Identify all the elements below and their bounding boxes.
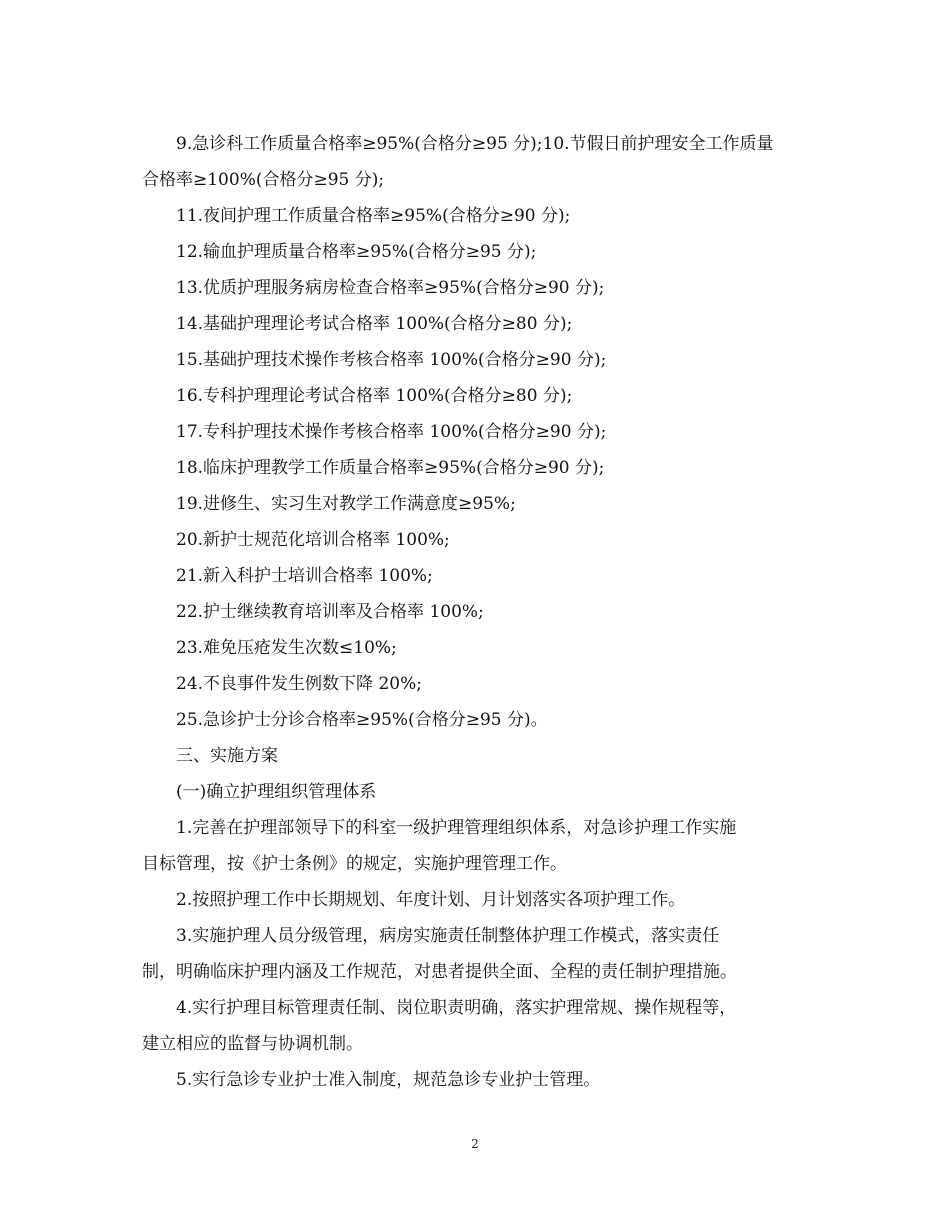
text-line-15: 23.难免压疮发生次数≤10%; (176, 638, 397, 658)
text-line-3: 11.夜间护理工作质量合格率≥95%(合格分≥90 分); (176, 206, 571, 226)
text-line-4: 12.输血护理质量合格率≥95%(合格分≥95 分); (176, 242, 537, 262)
text-line-9: 17.专科护理技术操作考核合格率 100%(合格分≥90 分); (176, 422, 607, 442)
text-line-5: 13.优质护理服务病房检查合格率≥95%(合格分≥90 分); (176, 278, 605, 298)
subsection-heading: (一)确立护理组织管理体系 (176, 782, 377, 802)
text-line-8: 16.专科护理理论考试合格率 100%(合格分≥80 分); (176, 386, 573, 406)
text-line-13: 21.新入科护士培训合格率 100%; (176, 566, 433, 586)
text-line-14: 22.护士继续教育培训率及合格率 100%; (176, 602, 484, 622)
text-line-12: 20.新护士规范化培训合格率 100%; (176, 530, 450, 550)
text-line-21: 目标管理，按《护士条例》的规定，实施护理管理工作。 (142, 854, 567, 874)
text-line-22: 2.按照护理工作中长期规划、年度计划、月计划落实各项护理工作。 (176, 890, 686, 910)
text-line-25: 4.实行护理目标管理责任制、岗位职责明确，落实护理常规、操作规程等， (176, 998, 737, 1018)
text-line-6: 14.基础护理理论考试合格率 100%(合格分≥80 分); (176, 314, 573, 334)
text-line-26: 建立相应的监督与协调机制。 (142, 1034, 363, 1054)
text-line-2: 合格率≥100%(合格分≥95 分); (142, 170, 385, 190)
text-line-10: 18.临床护理教学工作质量合格率≥95%(合格分≥90 分); (176, 458, 605, 478)
text-line-27: 5.实行急诊专业护士准入制度，规范急诊专业护士管理。 (176, 1070, 601, 1090)
page-number: 2 (471, 1137, 479, 1151)
text-line-7: 15.基础护理技术操作考核合格率 100%(合格分≥90 分); (176, 350, 607, 370)
text-line-23: 3.实施护理人员分级管理，病房实施责任制整体护理工作模式，落实责任 (176, 926, 720, 946)
document-body (142, 126, 812, 1098)
text-line-24: 制，明确临床护理内涵及工作规范，对患者提供全面、全程的责任制护理措施。 (142, 962, 737, 982)
text-line-11: 19.进修生、实习生对教学工作满意度≥95%; (176, 494, 516, 514)
text-line-17: 25.急诊护士分诊合格率≥95%(合格分≥95 分)。 (176, 710, 548, 730)
text-line-16: 24.不良事件发生例数下降 20%; (176, 674, 422, 694)
section-heading: 三、实施方案 (176, 746, 278, 766)
text-line-1: 9.急诊科工作质量合格率≥95%(合格分≥95 分);10.节假日前护理安全工作质量 (176, 134, 774, 154)
text-line-20: 1.完善在护理部领导下的科室一级护理管理组织体系，对急诊护理工作实施 (176, 818, 737, 838)
